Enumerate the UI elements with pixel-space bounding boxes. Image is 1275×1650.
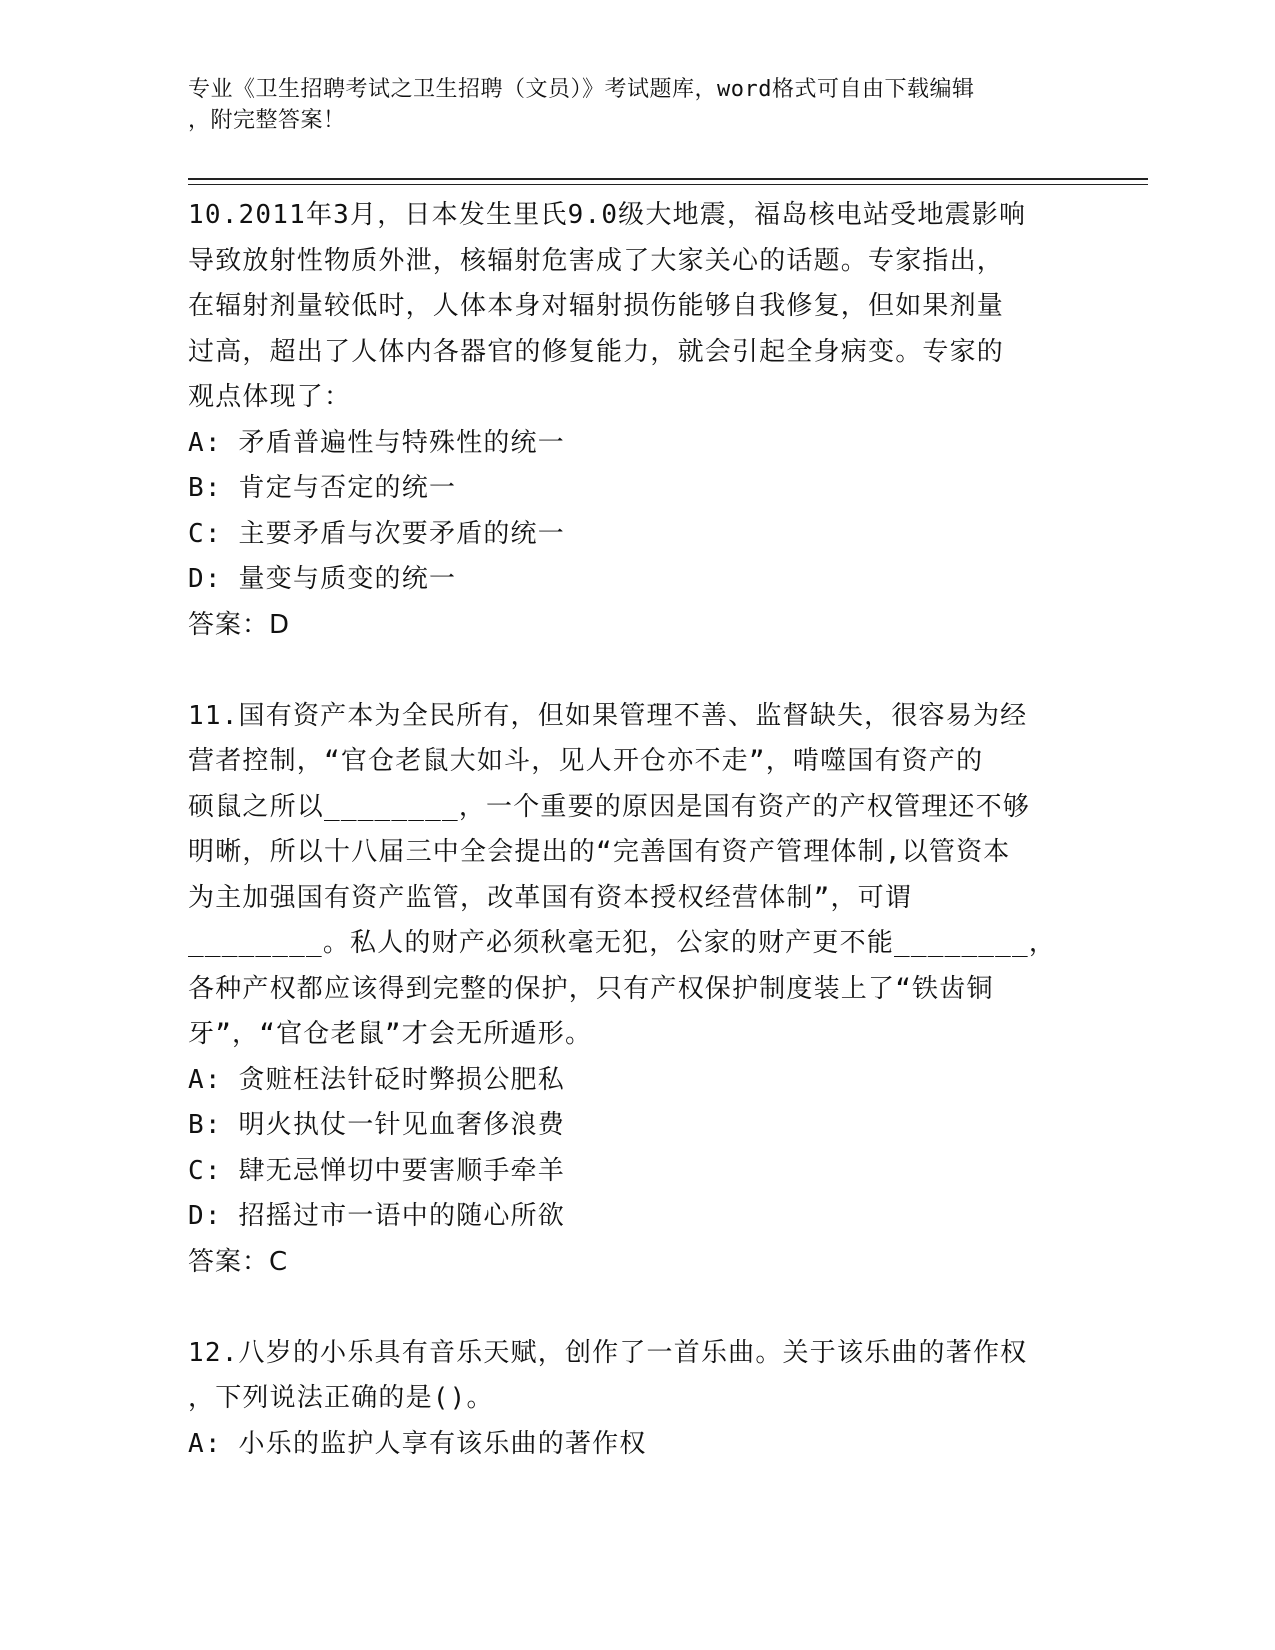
header-title-continuation: ，附完整答案！ [188,108,346,133]
option-d: D: 量变与质变的统一 [188,564,457,594]
question-10 [188,193,1088,648]
header-divider-thin [188,184,1148,185]
option-a: A: 小乐的监护人享有该乐曲的著作权 [188,1428,647,1459]
option-d: D: 招摇过市一语中的随心所欲 [188,1201,565,1231]
header-divider-thick [188,178,1148,180]
question-list [188,193,1088,1467]
option-b: B: 明火执仗一针见血奢侈浪费 [188,1110,565,1140]
option-a: A: 矛盾普遍性与特殊性的统一 [188,427,565,458]
question-text: 10.2011年3月，日本发生里氏9.0级大地震，福岛核电站受地震影响 导致放射性物质外泄，核辐射危害成了大家关心的话题。专家指出， 在辐射剂量较低时，人体本身对辐射损伤能够自我修复，但如果剂量 过高，超出了人体内各器官的修复能力，就会引起全身病变。专家的 观点体现了： [188,200,1027,412]
option-a: A: 贪赃枉法针砭时弊损公肥私 [188,1064,565,1095]
document-header [188,74,1068,136]
answer-line: 答案：D [188,609,291,640]
option-list [188,1058,1088,1240]
question-12 [188,1331,1088,1468]
question-spacer [188,1285,1088,1331]
question-text: 11.国有资产本为全民所有，但如果管理不善、监督缺失，很容易为经 营者控制，“官仓老鼠大如斗，见人开仓亦不走”，啃噬国有资产的 硕鼠之所以________，一个重要的原因是国有资产的产权管理还不够 明晰，所以十八届三中全会提出的“完善国有资产管理体制,以管资本 为主加强国有资产监管，改革国有资本授权经营体制”，可谓 ________。私人的财产必须秋毫无犯，公家的财产更不能________， 各种产权都应该得到完整的保护，只有产权保护制度装上了“铁齿铜 牙”，“官仓老鼠”才会无所遁形。 [188,700,1057,1049]
option-list [188,1422,1088,1468]
option-c: C: 主要矛盾与次要矛盾的统一 [188,518,565,549]
option-c: C: 肆无忌惮切中要害顺手牵羊 [188,1155,565,1186]
question-spacer [188,648,1088,694]
option-b: B: 肯定与否定的统一 [188,473,457,503]
option-list [188,421,1088,603]
answer-line: 答案：C [188,1246,289,1277]
header-title-line: 专业《卫生招聘考试之卫生招聘（文员）》考试题库，word格式可自由下载编辑 [188,77,975,102]
question-text: 12.八岁的小乐具有音乐天赋，创作了一首乐曲。关于该乐曲的著作权 ，下列说法正确的是()。 [188,1337,1028,1413]
question-11 [188,694,1088,1286]
